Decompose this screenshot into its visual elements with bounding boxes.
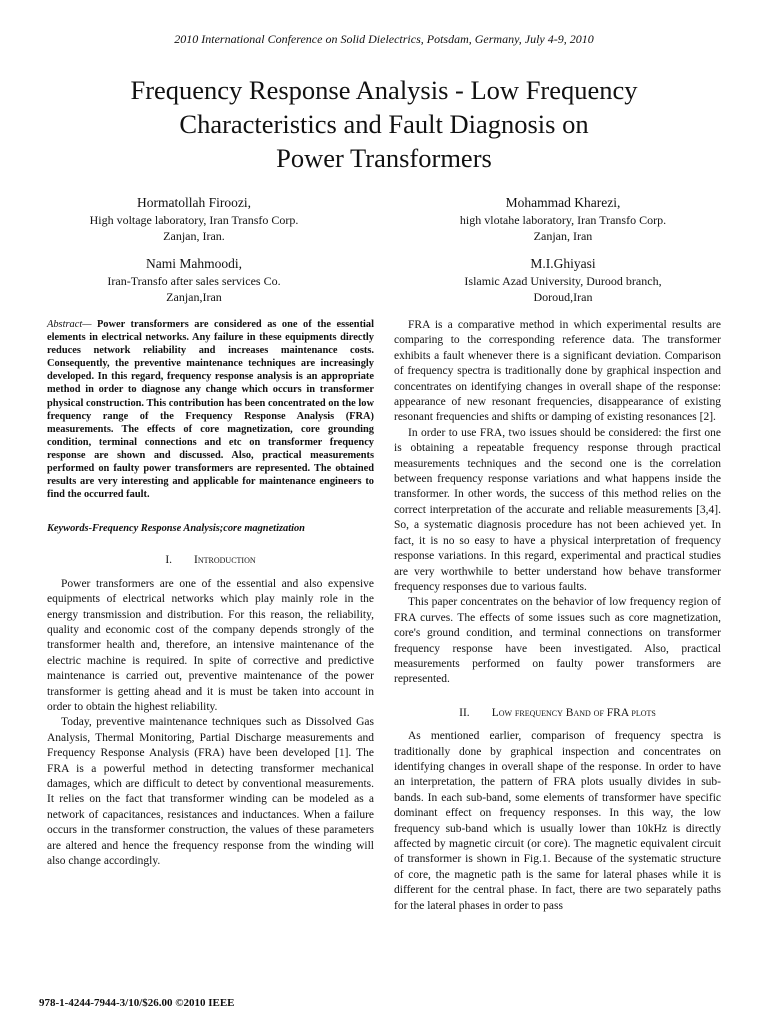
author-affiliation: Iran-Transfo after sales services Co. (107, 274, 281, 288)
author-name: Mohammad Kharezi, (505, 195, 621, 210)
author-block-2 (413, 194, 713, 244)
author-affiliation: high vlotahe laboratory, Iran Transfo Corp. (459, 213, 667, 227)
right-column (394, 318, 721, 914)
abstract-label: Abstract— (47, 319, 92, 330)
paper-title (40, 73, 728, 175)
author-location: Zanjan, Iran (533, 228, 593, 243)
body-paragraph: Power transformers are one of the essential and also expensive equipments of electrical networks which play mainly role in the energy transmission and distribution. For this reason, the reliability, quality and economic cost of the company depends strongly of the transformer health and, therefore, an intensive maintenance of the electric machine is required. In spite of corrective and predictive maintenance is carried out, preventive maintenance of the power transformer is getting ahead and it is must be taken into account in order to obtain the highest reliability. (47, 577, 374, 713)
copyright-footer: 978-1-4244-7944-3/10/$26.00 ©2010 IEEE (39, 997, 235, 1009)
author-location: Zanjan, Iran. (163, 228, 225, 243)
keywords: Keywords-Frequency Response Analysis;core magnetization (47, 523, 305, 535)
body-paragraph: FRA is a comparative method in which experimental results are comparing to the corresponding reference data. The transformer exhibits a fault whenever there is a significant deviation. Comparison of frequency spectra is traditionally done by graphical inspection and concentrates on identifying changes in overall shape of the response: appearance of new resonant frequencies, disappearance of existing resonant frequencies and shifts or damping of existing resonances [2]. (394, 319, 721, 424)
author-affiliation: Islamic Azad University, Durood branch, (464, 274, 662, 288)
section-number: II. (459, 706, 470, 719)
author-name: M.I.Ghiyasi (530, 256, 596, 271)
section-heading-low-frequency-band (394, 706, 721, 721)
left-column (47, 318, 374, 869)
section-heading-introduction (47, 553, 374, 568)
title-line-2: Characteristics and Fault Diagnosis on (179, 109, 589, 139)
author-location: Zanjan,Iran (166, 289, 222, 304)
author-block-4 (413, 255, 713, 305)
title-line-1: Frequency Response Analysis - Low Frequency (130, 75, 638, 105)
section-title: Low frequency Band of FRA plots (491, 706, 656, 719)
title-line-3: Power Transformers (276, 143, 492, 173)
author-name: Nami Mahmoodi, (146, 256, 242, 271)
author-block-3 (44, 255, 344, 305)
author-affiliation: High voltage laboratory, Iran Transfo Corp. (89, 213, 299, 227)
author-location: Doroud,Iran (533, 289, 593, 304)
author-name: Hormatollah Firoozi, (137, 195, 251, 210)
abstract (47, 318, 374, 501)
section-title: Introduction (194, 554, 256, 567)
conference-header: 2010 International Conference on Solid Dielectrics, Potsdam, Germany, July 4-9, 2010 (174, 32, 594, 46)
author-block-1 (44, 194, 344, 244)
section-number: I. (165, 554, 173, 567)
body-paragraph: This paper concentrates on the behavior of low frequency region of FRA curves. The effects of some issues such as core magnetization, core's ground condition, and terminal connections on transformer frequency response have been investigated. Also, practical measurements performed on faulty power transformers are represented. (394, 596, 721, 686)
body-paragraph: As mentioned earlier, comparison of frequency spectra is traditionally done by graphical inspection and concentrates on identifying changes in overall shape of the response. In order to have an interpretation, the pattern of FRA plots usually divides in sub-bands. In each sub-band, some elements of transformer have specific dominant effect on frequency responses. In this way, the low frequency sub-band which is usually lower than 10kHz is directly affected by magnetic circuit (or core). The magnetic equivalent circuit of transformer is shown in Fig.1. Because of the systematic structure of core, the magnetic path is the same for lateral phases while it is different for the central phase. In fact, there are two separately paths for the lateral phases in order to pass (394, 730, 721, 912)
abstract-text: Power transformers are considered as one of the essential elements in electrical networks. Any failure in these equipments directly reduces network reliability and increases maintenance costs. Consequently, the preventive maintenance techniques are increasingly developed. In this regard, frequency response analysis is an appropriate method in order to diagnose any change which occurs in transformer physical construction. This contribution has been concentrated on the low frequency range of the Frequency Response Analysis (FRA) measurements. The effects of core magnetization, core grounding condition, terminal connections and etc on transformer frequency response are shown and discussed. Also, practical measurements performed on faulty power transformers are represented. The obtained results are very interesting and applicable for maintenance engineers to find the occurred fault. (47, 319, 374, 501)
body-paragraph: Today, preventive maintenance techniques such as Dissolved Gas Analysis, Thermal Monitoring, Partial Discharge measurements and Frequency Response Analysis (FRA) have been developed [1]. The FRA is a powerful method in detecting transformer mechanical damages, which are difficult to detect by conventional measurements. It relies on the fact that transformer winding can be modeled as a network of capacitances, resistances and inductances. When a failure occurs in the transformer construction, the values of these parameters are altered and hence the frequency response from the winding will also change accordingly. (47, 716, 374, 868)
body-paragraph: In order to use FRA, two issues should be considered: the first one is obtaining a repeatable frequency response through practical measurements techniques and the second one is the correlation between frequency response variations and what happens inside the transformer. In other words, the success of this method relies on the correct interpretation of the accurate and reliable measurements [3,4]. So, a systematic diagnosis procedure has not been achieved yet. In fact, it is no so easy to have a physical interpretation of frequency response variations. In this regard, experimental and practical studies are very worthwhile to better understand how behave transformer frequency responses due to various faults. (394, 426, 721, 593)
